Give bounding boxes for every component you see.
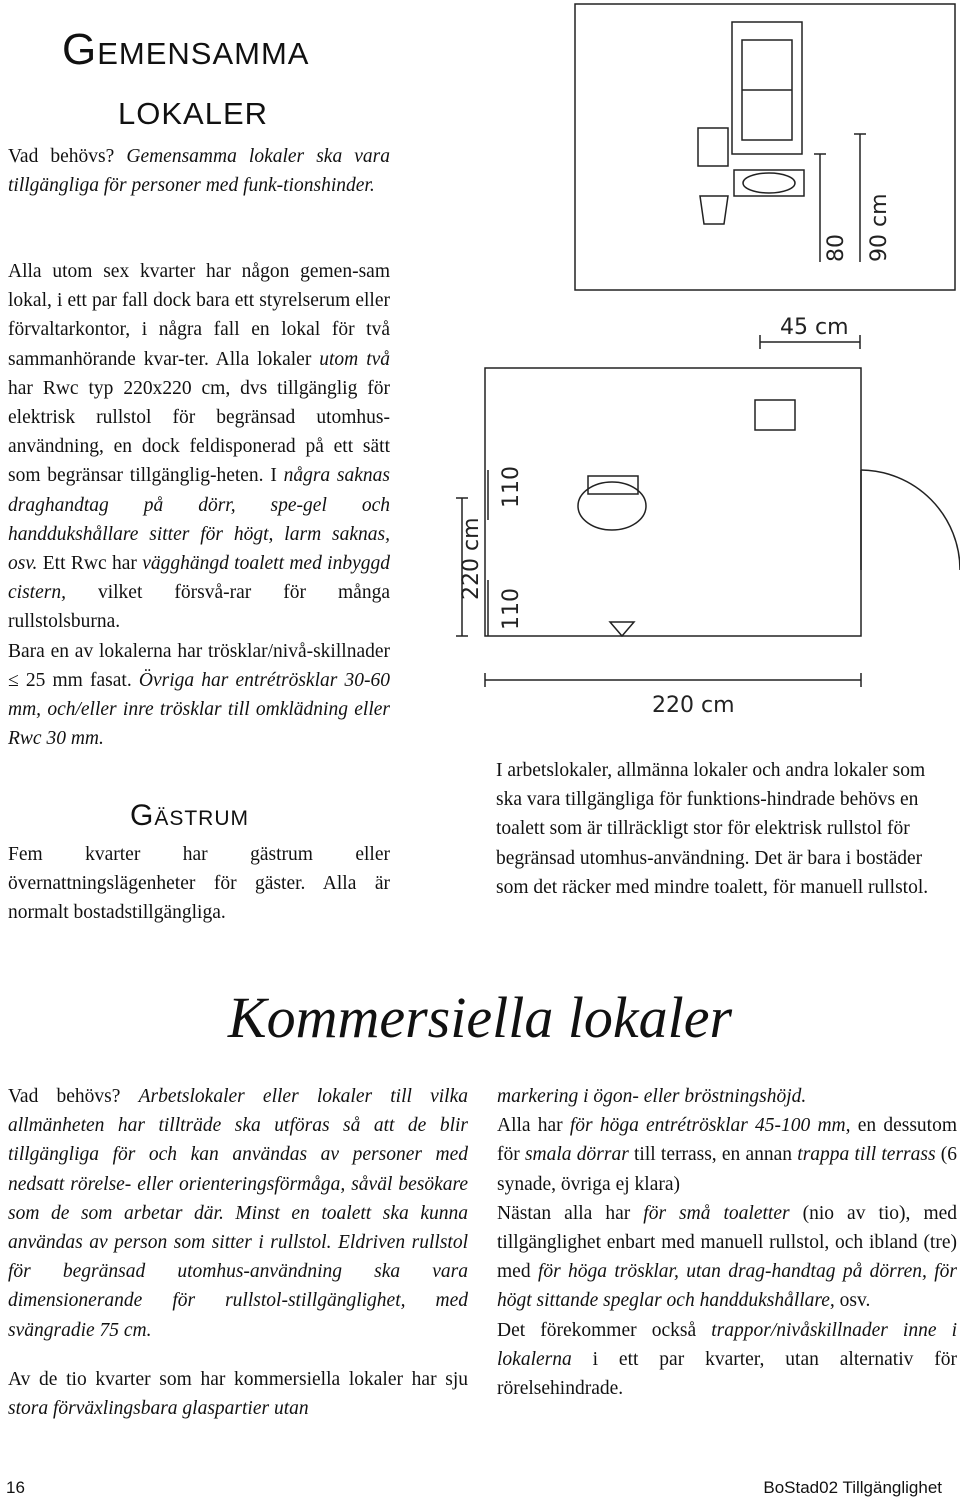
left-body: [8, 257, 390, 753]
dim-220-vertical-label: 220 cm: [459, 517, 484, 600]
col2-b3: en dessutom för: [497, 1115, 958, 1166]
toilet-caption: [496, 756, 948, 902]
body-p1-e: Ett Rwc har: [42, 553, 137, 575]
upper-room-outline: [575, 4, 955, 290]
col2-c5: osv.: [839, 1290, 871, 1312]
gastrum-text: Fem kvarter har gästrum eller övernattningslägenheter för gäster. Alla är normalt bostadstillgängliga.: [8, 844, 390, 924]
floor-drain-icon: [610, 622, 634, 636]
section-heading-lokaler: [118, 85, 418, 134]
col2-b2: för höga entrétrösklar 45-100 mm,: [569, 1115, 851, 1137]
col1-text-a: Arbetslokaler eller lokaler till vilka allmänheten har tillträde ska utföras så att de blir tillgängliga för och kan användas av personer med nedsatt rörelse- eller orienteringsförmåga, såväl besökare som de som arbetar där. Minst en toalett ska kunna användas av person som sitter i rullstol. Eldriven rullstol för begränsad utomhus-användning ska vara dimensionerande för rullstol-stillgänglighet, med svängradie 75 cm.: [8, 1086, 468, 1341]
toilet-outline: [755, 400, 795, 430]
publication-name: [763, 1478, 942, 1498]
dim-90-label: 90 cm: [867, 193, 892, 262]
col2-c4: för höga trösklar, utan drag-handtag på dörren, för högt sittande speglar och handdukshållare,: [497, 1261, 958, 1312]
col2-c1: Nästan alla har: [497, 1202, 631, 1224]
intro-label: Vad behövs?: [8, 146, 115, 167]
col2-b7: (6 synade, övriga ej klara): [497, 1144, 958, 1195]
col2-b6: trappa till terrass: [797, 1144, 936, 1166]
page-number-text: 16: [6, 1478, 25, 1497]
body-p1-g: vilket försvå-rar för många rullstolsburna.: [8, 582, 390, 633]
commercial-col2: [497, 1082, 957, 1403]
gastrum-heading-text: Gästrum: [130, 799, 250, 832]
page-number: [6, 1478, 25, 1498]
section-heading-gemensamma: [62, 25, 402, 74]
col2-b1: Alla har: [497, 1115, 563, 1137]
dim-80-label: 80: [824, 234, 849, 262]
col2-c3: (nio av tio), med tillgänglighet enbart med manuell rullstol, och ibland (tre) med: [497, 1202, 958, 1283]
door-swing: [861, 470, 960, 570]
gastrum-body: [8, 840, 390, 928]
col2-d2: trappor/nivåskillnader inne i lokalerna: [497, 1319, 957, 1370]
col1-text-b-a: Av de tio kvarter som har kommersiella lokaler har sju: [8, 1368, 468, 1390]
body-p2-a: Bara en av lokalerna har trösklar/nivå-skillnader ≤ 25 mm fasat.: [8, 640, 390, 691]
col2-b4: smala dörrar: [524, 1144, 629, 1166]
basin-outline: [734, 170, 804, 196]
col2-text-a: markering i ögon- eller bröstningshöjd.: [497, 1086, 807, 1107]
col2-d1: Det förekommer också: [497, 1319, 697, 1341]
body-p2-b: Övriga har entrétrösklar 30-60 mm, och/eller inre trösklar till omklädning eller Rwc 30 mm.: [8, 669, 390, 750]
commercial-col1: [8, 1082, 468, 1423]
dim-110-bottom-label: 110: [499, 588, 524, 630]
body-p1-b: utom två: [319, 348, 391, 370]
col2-b5: till terrass, en annan: [634, 1144, 793, 1166]
publication-name-text: BoStad02 Tillgänglighet: [763, 1478, 942, 1497]
dim-220-horizontal-label: 220 cm: [652, 693, 735, 718]
commercial-title-text: Kommersiella lokaler: [227, 985, 733, 1050]
gastrum-heading: [130, 800, 390, 832]
dim-45-label: 45 cm: [780, 315, 849, 340]
caption-text: I arbetslokaler, allmänna lokaler och andra lokaler som ska vara tillgängliga för funktions-hindrade behövs en toalett som är tillräckligt stor för elektrisk rullstol för begränsad utomhus-användning. Det är bara i bostäder som det räcker med mindre toalett, för manuell rullstol.: [496, 760, 929, 898]
commercial-title: [0, 985, 960, 1050]
col2-d3: i ett par kvarter, utan alternativ för rörelsehindrade.: [497, 1348, 957, 1400]
floor-plan-drawing: [440, 0, 960, 740]
heading-line1: Gemensamma: [62, 25, 310, 74]
col1-text-b-b: stora förväxlingsbara glaspartier utan: [8, 1398, 309, 1420]
body-p1-a: Alla utom sex kvarter har någon gemen-sam lokal, i ett par fall dock bara ett styrelserum eller förvaltarkontor, i några fall en lokal för två sammanhörande kvar-ter. Alla lokaler: [8, 261, 390, 370]
body-p1-f: vägghängd toalett med inbyggd cistern,: [8, 553, 391, 604]
col2-c2: för små toaletter: [643, 1202, 790, 1224]
heading-line2: lokaler: [118, 85, 269, 134]
body-p1-c: har Rwc typ 220x220 cm, dvs tillgänglig för elektrisk rullstol för begränsad utomhus-användning, en dock feldisponerad på ett sätt som begränsar tillgänglig-heten. I: [8, 377, 390, 487]
lower-room-outline: [485, 368, 861, 636]
intro-text: Gemensamma lokaler ska vara tillgängliga för personer med funk-tionshinder.: [8, 146, 390, 197]
left-intro: [8, 142, 390, 200]
body-p1-d: några saknas draghandtag på dörr, spe-gel och handdukshållare sitter för högt, larm saknas, osv.: [8, 465, 391, 575]
dim-110-top-label: 110: [499, 466, 524, 508]
col1-label: Vad behövs?: [8, 1086, 121, 1107]
